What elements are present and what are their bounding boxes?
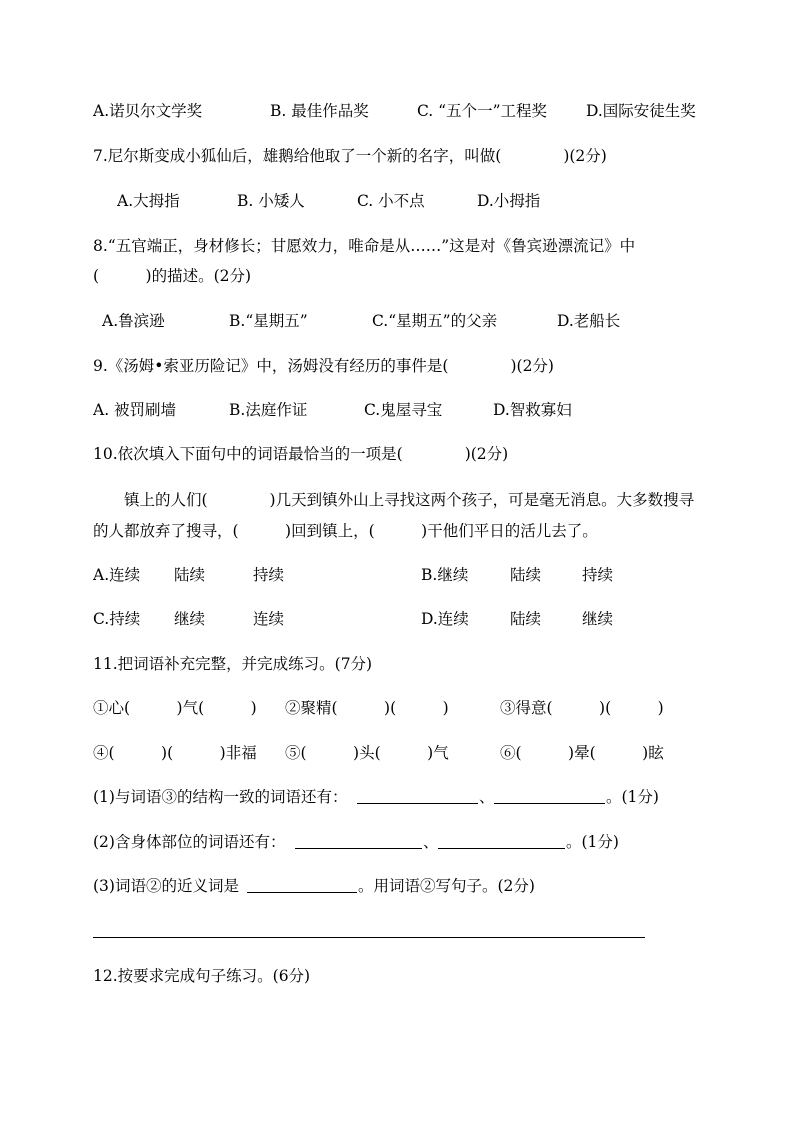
q11-stem: 11.把词语补充完整，并完成练习。(7分) [93,655,373,673]
q7-option-b: B. 小矮人 [237,192,305,210]
q6-option-d: D.国际安徒生奖 [586,102,696,120]
q11-sub2-blank2[interactable] [438,848,565,849]
q11-word5: ⑤( )头( )气 [285,744,449,762]
q10-passage-line2: 的人都放弃了搜寻，( )回到镇上，( )干他们平日的活儿去了。 [93,522,598,540]
q9-option-d: D.智救寡妇 [493,401,572,419]
q10-option-a-word3: 持续 [253,566,285,584]
q6-option-a: A.诺贝尔文学奖 [93,102,203,120]
q10-option-b-word1: B.继续 [421,566,469,584]
q11-sub2-suffix: 。(1分) [566,833,619,851]
q6-option-b: B. 最佳作品奖 [270,102,369,120]
q10-option-c-word3: 连续 [253,610,285,628]
q10-option-c-word2: 继续 [174,610,206,628]
q6-option-c: C. “五个一”工程奖 [417,102,548,120]
q11-word1: ①心( )气( ) [93,699,257,717]
q10-option-b-word2: 陆续 [510,566,542,584]
q9-option-b: B.法庭作证 [229,401,308,419]
q8-option-b: B.“星期五” [229,312,308,330]
q7-option-c: C. 小不点 [357,192,425,210]
q11-sentence-answer-line[interactable] [93,937,645,938]
q8-option-c: C.“星期五”的父亲 [372,312,498,330]
q9-stem: 9.《汤姆•索亚历险记》中，汤姆没有经历的事件是( )(2分) [93,357,554,375]
q11-word2: ②聚精( )( ) [285,699,449,717]
q11-sub1-blank1[interactable] [357,803,478,804]
q8-stem-line2: ( )的描述。(2分) [93,267,252,285]
q10-passage-line1: 镇上的人们( )几天到镇外山上寻找这两个孩子，可是毫无消息。大多数搜寻 [93,491,695,509]
q11-sub3-prompt: (3)词语②的近义词是 [93,877,239,895]
q11-sub2-separator: 、 [423,833,439,851]
q11-word6: ⑥( )晕( )眩 [500,744,664,762]
q11-word3: ③得意( )( ) [500,699,664,717]
q9-option-c: C.鬼屋寻宝 [364,401,443,419]
q11-sub2-blank1[interactable] [295,848,422,849]
q11-sub1-blank2[interactable] [494,803,605,804]
q10-stem: 10.依次填入下面句中的词语最恰当的一项是( )(2分) [93,445,509,463]
q8-stem-line1: 8.“五官端正，身材修长；甘愿效力，唯命是从……”这是对《鲁宾逊漂流记》中 [93,237,636,255]
q11-sub1-prompt: (1)与词语③的结构一致的词语还有： [93,788,348,806]
q12-stem: 12.按要求完成句子练习。(6分) [93,967,311,985]
q11-word4: ④( )( )非福 [93,744,257,762]
q8-option-a: A.鲁滨逊 [102,312,165,330]
q11-sub1-separator: 、 [479,788,495,806]
q10-option-d-word1: D.连续 [421,610,469,628]
q9-option-a: A. 被罚刷墙 [93,401,177,419]
q10-option-a-word1: A.连续 [93,566,141,584]
q7-stem: 7.尼尔斯变成小狐仙后，雄鹅给他取了一个新的名字，叫做( )(2分) [93,147,607,165]
q7-option-a: A.大拇指 [117,192,180,210]
q11-sub3-suffix: 。用词语②写句子。(2分) [358,877,535,895]
q10-option-b-word3: 持续 [582,566,614,584]
q8-option-d: D.老船长 [557,312,621,330]
q10-option-a-word2: 陆续 [174,566,206,584]
q11-sub3-blank[interactable] [247,892,357,893]
q7-option-d: D.小拇指 [477,192,541,210]
q10-option-c-word1: C.持续 [93,610,141,628]
q10-option-d-word2: 陆续 [510,610,542,628]
q11-sub2-prompt: (2)含身体部位的词语还有： [93,833,286,851]
q11-sub1-suffix: 。(1分) [606,788,659,806]
q10-option-d-word3: 继续 [582,610,614,628]
